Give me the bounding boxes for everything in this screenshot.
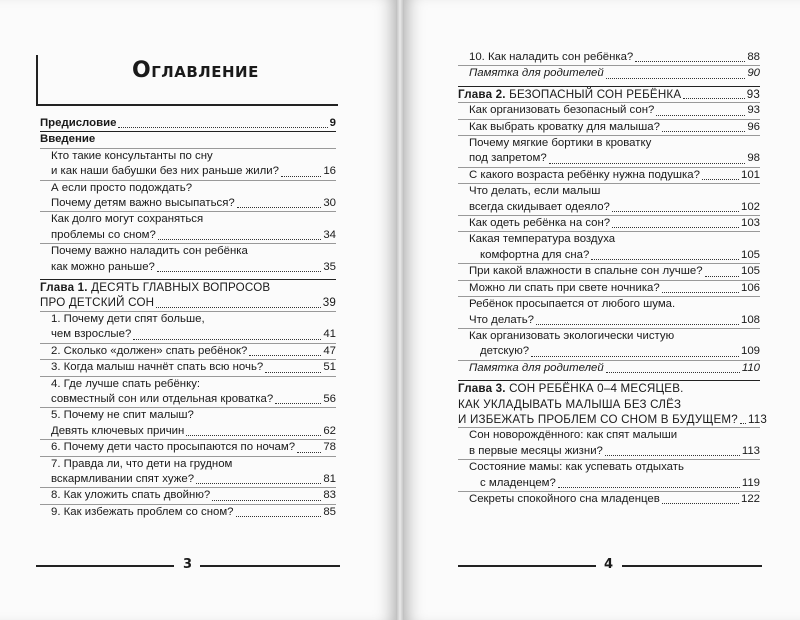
- toc-entry[interactable]: Как долго могут сохраняться проблемы со сном? 34: [51, 213, 336, 241]
- toc-entry[interactable]: 5. Почему не спит малыш? Девять ключевых причин 62: [51, 409, 336, 437]
- toc-entry[interactable]: Можно ли спать при свете ночника? 106: [469, 281, 760, 294]
- toc-entry-preface[interactable]: Предисловие 9: [40, 117, 336, 129]
- toc-heading-intro: Введение: [40, 133, 96, 146]
- toc-entry[interactable]: Памятка для родителей 90: [469, 67, 760, 80]
- toc-chapter-3[interactable]: Глава 3. СОН РЕБЁНКА 0–4 МЕСЯЦЕВ. КАК УКЛАДЫВАТЬ МАЛЫША БЕЗ СЛЁЗ И ИЗБЕЖАТЬ ПРОБЛЕМ СО СНОМ В БУДУЩЕМ? 113: [458, 382, 768, 426]
- toc-entry[interactable]: 9. Как избежать проблем со сном? 85: [51, 505, 336, 518]
- toc-entry[interactable]: Кто такие консультанты по сну и как наши бабушки без них раньше жили? 16: [51, 149, 336, 178]
- page-number-rule: [36, 565, 174, 567]
- toc-entry[interactable]: 3. Когда малыш начнёт спать всю ночь? 51: [51, 361, 336, 374]
- page-number-rule: [200, 565, 340, 567]
- toc-entry[interactable]: 4. Где лучше спать ребёнку: совместный сон или отдельная кроватка? 56: [51, 377, 336, 405]
- page-number-rule: [458, 565, 596, 567]
- page-number-left: 3: [183, 557, 193, 572]
- page-number-right: 4: [604, 557, 614, 572]
- toc-entry[interactable]: Состояние мамы: как успевать отдыхать с младенцем? 119: [469, 461, 760, 489]
- title-underline: [36, 104, 338, 106]
- toc-entry[interactable]: Почему мягкие бортики в кроватку под запретом? 98: [469, 137, 760, 165]
- toc-entry[interactable]: 1. Почему дети спят больше, чем взрослые? 41: [51, 312, 336, 341]
- toc-entry[interactable]: Как выбрать кроватку для малыша? 96: [469, 120, 760, 133]
- toc-chapter-2[interactable]: Глава 2. БЕЗОПАСНЫЙ СОН РЕБЁНКА 93: [458, 87, 760, 101]
- toc-left: [40, 116, 336, 520]
- toc-chapter-1[interactable]: Глава 1. ДЕСЯТЬ ГЛАВНЫХ ВОПРОСОВ ПРО ДЕТСКИЙ СОН 39: [40, 281, 336, 310]
- book-gutter: [396, 0, 404, 620]
- toc-entry[interactable]: Как организовать экологически чистую детскую? 109: [469, 329, 760, 358]
- toc-entry[interactable]: А если просто подождать? Почему детям важно высыпаться? 30: [51, 181, 336, 210]
- toc-entry[interactable]: Какая температура воздуха комфортна для сна? 105: [469, 233, 760, 261]
- toc-entry[interactable]: 10. Как наладить сон ребёнка? 88: [469, 51, 760, 63]
- toc-entry[interactable]: Ребёнок просыпается от любого шума. Что делать? 108: [469, 298, 760, 326]
- toc-right: [458, 50, 768, 507]
- toc-entry[interactable]: Памятка для родителей 110: [469, 361, 760, 374]
- toc-entry[interactable]: 2. Сколько «должен» спать ребёнок? 47: [51, 344, 336, 357]
- toc-entry[interactable]: 7. Правда ли, что дети на грудном вскармливании спят хуже? 81: [51, 457, 336, 485]
- title-vertical-rule: [36, 55, 38, 105]
- toc-entry[interactable]: Как организовать безопасный сон? 93: [469, 104, 760, 117]
- toc-entry[interactable]: При какой влажности в спальне сон лучше? 105: [469, 265, 760, 278]
- page-number-rule: [622, 565, 762, 567]
- toc-entry[interactable]: Сон новорождённого: как спят малыши в первые месяцы жизни? 113: [469, 429, 760, 457]
- toc-entry[interactable]: С какого возраста ребёнку нужна подушка? 101: [469, 168, 760, 181]
- toc-entry[interactable]: Что делать, если малыш всегда скидывает одеяло? 102: [469, 185, 760, 213]
- page-title: Оглавление: [132, 58, 259, 83]
- toc-entry[interactable]: Почему важно наладить сон ребёнка как можно раньше? 35: [51, 245, 336, 273]
- toc-entry[interactable]: Секреты спокойного сна младенцев 122: [469, 492, 760, 505]
- toc-entry[interactable]: 8. Как уложить спать двойню? 83: [51, 489, 336, 502]
- toc-entry[interactable]: 6. Почему дети часто просыпаются по ночам? 78: [51, 441, 336, 454]
- toc-entry[interactable]: Как одеть ребёнка на сон? 103: [469, 217, 760, 230]
